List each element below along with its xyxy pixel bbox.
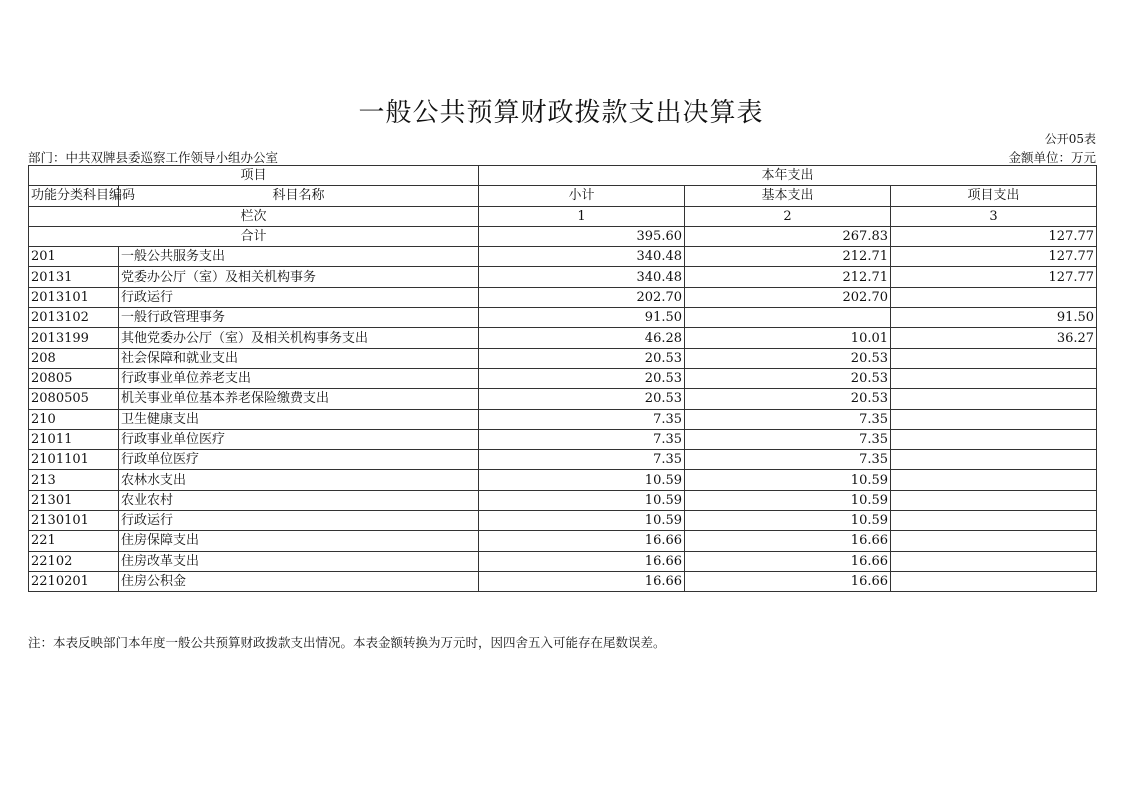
row-project (891, 531, 1097, 551)
table-row (29, 429, 1097, 449)
row-subtotal: 16.66 (479, 551, 685, 571)
row-basic: 16.66 (685, 551, 891, 571)
row-code: 2013199 (29, 328, 119, 348)
row-subtotal: 202.70 (479, 287, 685, 307)
row-basic: 20.53 (685, 348, 891, 368)
row-basic (685, 308, 891, 328)
row-basic: 16.66 (685, 571, 891, 591)
total-basic: 267.83 (685, 226, 891, 246)
row-project (891, 571, 1097, 591)
header-subtotal: 小计 (479, 186, 685, 206)
table-row (29, 389, 1097, 409)
table-row (29, 551, 1097, 571)
header-name: 科目名称 (119, 186, 479, 206)
header-basic: 基本支出 (685, 186, 891, 206)
row-name: 一般公共服务支出 (119, 247, 479, 267)
row-subtotal: 16.66 (479, 571, 685, 591)
header-code: 功能分类科目编码 (29, 186, 119, 206)
column-index-1: 1 (479, 206, 685, 226)
row-subtotal: 7.35 (479, 450, 685, 470)
row-basic: 7.35 (685, 450, 891, 470)
row-basic: 10.59 (685, 511, 891, 531)
column-index-3: 3 (891, 206, 1097, 226)
row-code: 21301 (29, 490, 119, 510)
row-basic: 10.59 (685, 470, 891, 490)
row-project (891, 490, 1097, 510)
row-code: 22102 (29, 551, 119, 571)
row-code: 2130101 (29, 511, 119, 531)
row-name: 住房改革支出 (119, 551, 479, 571)
row-code: 20131 (29, 267, 119, 287)
table-row (29, 368, 1097, 388)
row-subtotal: 20.53 (479, 368, 685, 388)
table-row (29, 490, 1097, 510)
row-basic: 20.53 (685, 389, 891, 409)
row-basic: 10.01 (685, 328, 891, 348)
row-project: 36.27 (891, 328, 1097, 348)
row-code: 201 (29, 247, 119, 267)
row-project (891, 368, 1097, 388)
row-code: 21011 (29, 429, 119, 449)
row-subtotal: 20.53 (479, 348, 685, 368)
footnote: 注：本表反映部门本年度一般公共预算财政拨款支出情况。本表金额转换为万元时，因四舍五入可能存在尾数误差。 (28, 635, 666, 650)
row-name: 党委办公厅（室）及相关机构事务 (119, 267, 479, 287)
table-row (29, 267, 1097, 287)
row-code: 221 (29, 531, 119, 551)
row-subtotal: 340.48 (479, 267, 685, 287)
row-project (891, 287, 1097, 307)
table-row (29, 308, 1097, 328)
row-project: 91.50 (891, 308, 1097, 328)
row-subtotal: 7.35 (479, 409, 685, 429)
row-code: 20805 (29, 368, 119, 388)
table-row (29, 450, 1097, 470)
row-subtotal: 7.35 (479, 429, 685, 449)
form-number: 公开05表 (1044, 132, 1096, 146)
row-name: 行政事业单位养老支出 (119, 368, 479, 388)
row-basic: 20.53 (685, 368, 891, 388)
row-code: 2013102 (29, 308, 119, 328)
header-project: 项目 (29, 166, 479, 186)
row-basic: 212.71 (685, 247, 891, 267)
table-row (29, 409, 1097, 429)
department-label: 部门：中共双牌县委巡察工作领导小组办公室 (28, 150, 279, 165)
row-subtotal: 46.28 (479, 328, 685, 348)
row-subtotal: 20.53 (479, 389, 685, 409)
table-row (29, 247, 1097, 267)
row-name: 其他党委办公厅（室）及相关机构事务支出 (119, 328, 479, 348)
row-name: 行政运行 (119, 287, 479, 307)
row-code: 2080505 (29, 389, 119, 409)
table-row (29, 571, 1097, 591)
row-code: 2210201 (29, 571, 119, 591)
row-name: 行政单位医疗 (119, 450, 479, 470)
total-row (29, 226, 1097, 246)
row-name: 行政事业单位医疗 (119, 429, 479, 449)
page-title: 一般公共预算财政拨款支出决算表 (358, 98, 764, 128)
table-row (29, 328, 1097, 348)
column-index-2: 2 (685, 206, 891, 226)
row-project: 127.77 (891, 267, 1097, 287)
row-project (891, 551, 1097, 571)
table-row (29, 470, 1097, 490)
row-name: 住房保障支出 (119, 531, 479, 551)
row-project (891, 409, 1097, 429)
column-index-label: 栏次 (29, 206, 479, 226)
row-project (891, 450, 1097, 470)
row-project (891, 348, 1097, 368)
table-row (29, 511, 1097, 531)
row-basic: 16.66 (685, 531, 891, 551)
row-basic: 7.35 (685, 409, 891, 429)
row-code: 213 (29, 470, 119, 490)
header-project-expenditure: 项目支出 (891, 186, 1097, 206)
row-subtotal: 10.59 (479, 490, 685, 510)
row-code: 210 (29, 409, 119, 429)
row-project (891, 470, 1097, 490)
header-current-year: 本年支出 (479, 166, 1097, 186)
row-name: 机关事业单位基本养老保险缴费支出 (119, 389, 479, 409)
row-name: 一般行政管理事务 (119, 308, 479, 328)
row-name: 行政运行 (119, 511, 479, 531)
total-subtotal: 395.60 (479, 226, 685, 246)
row-code: 208 (29, 348, 119, 368)
row-subtotal: 16.66 (479, 531, 685, 551)
row-name: 社会保障和就业支出 (119, 348, 479, 368)
row-project: 127.77 (891, 247, 1097, 267)
row-subtotal: 10.59 (479, 470, 685, 490)
row-project (891, 389, 1097, 409)
row-basic: 212.71 (685, 267, 891, 287)
total-project: 127.77 (891, 226, 1097, 246)
row-name: 农业农村 (119, 490, 479, 510)
row-code: 2013101 (29, 287, 119, 307)
table-row (29, 531, 1097, 551)
row-subtotal: 340.48 (479, 247, 685, 267)
row-code: 2101101 (29, 450, 119, 470)
row-basic: 7.35 (685, 429, 891, 449)
row-subtotal: 91.50 (479, 308, 685, 328)
row-basic: 10.59 (685, 490, 891, 510)
row-name: 住房公积金 (119, 571, 479, 591)
row-project (891, 429, 1097, 449)
expenditure-table (28, 165, 1097, 592)
row-basic: 202.70 (685, 287, 891, 307)
row-name: 农林水支出 (119, 470, 479, 490)
table-row (29, 287, 1097, 307)
amount-unit-label: 金额单位：万元 (1008, 150, 1096, 165)
row-subtotal: 10.59 (479, 511, 685, 531)
table-row (29, 348, 1097, 368)
row-project (891, 511, 1097, 531)
row-name: 卫生健康支出 (119, 409, 479, 429)
total-label: 合计 (29, 226, 479, 246)
